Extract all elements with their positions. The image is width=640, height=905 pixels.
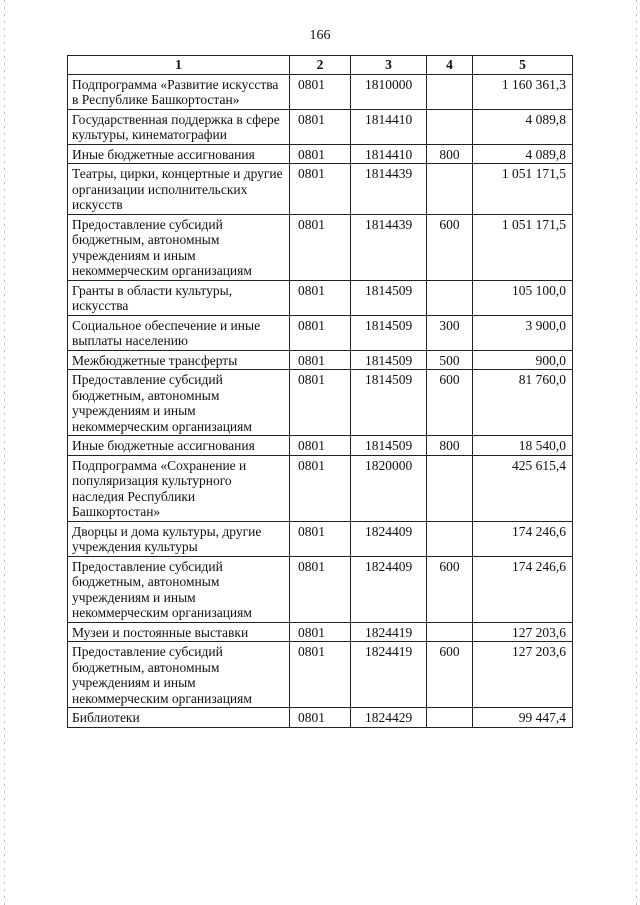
row-name-cell: Библиотеки bbox=[68, 708, 290, 728]
row-expense-type-cell: 600 bbox=[427, 642, 473, 708]
row-name-cell: Предоставление субсидий бюджетным, автономным учреждениям и иным некоммерческим организациям bbox=[68, 214, 290, 280]
row-expense-type-cell bbox=[427, 521, 473, 556]
row-amount-cell: 1 051 171,5 bbox=[473, 214, 573, 280]
row-target-code-cell: 1810000 bbox=[351, 74, 427, 109]
column-header-5: 5 bbox=[473, 56, 573, 75]
row-amount-cell: 18 540,0 bbox=[473, 436, 573, 456]
row-target-code-cell: 1814439 bbox=[351, 214, 427, 280]
row-section-code-cell: 0801 bbox=[290, 455, 351, 521]
row-section-code-cell: 0801 bbox=[290, 164, 351, 215]
budget-table bbox=[67, 55, 573, 728]
row-target-code-cell: 1820000 bbox=[351, 455, 427, 521]
row-name-cell: Театры, цирки, концертные и другие организации исполнительских искусств bbox=[68, 164, 290, 215]
row-amount-cell: 127 203,6 bbox=[473, 642, 573, 708]
row-target-code-cell: 1814410 bbox=[351, 109, 427, 144]
row-expense-type-cell: 300 bbox=[427, 315, 473, 350]
row-expense-type-cell bbox=[427, 280, 473, 315]
row-section-code-cell: 0801 bbox=[290, 370, 351, 436]
row-amount-cell: 900,0 bbox=[473, 350, 573, 370]
table-row bbox=[68, 455, 573, 521]
row-expense-type-cell: 500 bbox=[427, 350, 473, 370]
row-amount-cell: 81 760,0 bbox=[473, 370, 573, 436]
row-name-cell: Подпрограмма «Развитие искусства в Республике Башкортостан» bbox=[68, 74, 290, 109]
row-amount-cell: 174 246,6 bbox=[473, 556, 573, 622]
row-target-code-cell: 1824429 bbox=[351, 708, 427, 728]
row-expense-type-cell bbox=[427, 109, 473, 144]
row-amount-cell: 174 246,6 bbox=[473, 521, 573, 556]
row-amount-cell: 1 051 171,5 bbox=[473, 164, 573, 215]
row-target-code-cell: 1814509 bbox=[351, 315, 427, 350]
row-expense-type-cell: 600 bbox=[427, 556, 473, 622]
row-target-code-cell: 1814509 bbox=[351, 350, 427, 370]
row-name-cell: Иные бюджетные ассигнования bbox=[68, 144, 290, 164]
table-row bbox=[68, 436, 573, 456]
row-section-code-cell: 0801 bbox=[290, 144, 351, 164]
row-amount-cell: 4 089,8 bbox=[473, 144, 573, 164]
table-row bbox=[68, 164, 573, 215]
row-expense-type-cell: 800 bbox=[427, 144, 473, 164]
table-body bbox=[68, 74, 573, 727]
table-row bbox=[68, 350, 573, 370]
row-target-code-cell: 1824419 bbox=[351, 622, 427, 642]
row-amount-cell: 3 900,0 bbox=[473, 315, 573, 350]
row-target-code-cell: 1814509 bbox=[351, 280, 427, 315]
row-expense-type-cell bbox=[427, 164, 473, 215]
row-target-code-cell: 1814509 bbox=[351, 370, 427, 436]
row-expense-type-cell: 800 bbox=[427, 436, 473, 456]
row-target-code-cell: 1824409 bbox=[351, 556, 427, 622]
row-target-code-cell: 1824409 bbox=[351, 521, 427, 556]
row-section-code-cell: 0801 bbox=[290, 74, 351, 109]
row-expense-type-cell bbox=[427, 74, 473, 109]
row-section-code-cell: 0801 bbox=[290, 521, 351, 556]
row-expense-type-cell bbox=[427, 622, 473, 642]
table-row bbox=[68, 280, 573, 315]
table-row bbox=[68, 556, 573, 622]
row-name-cell: Дворцы и дома культуры, другие учреждения культуры bbox=[68, 521, 290, 556]
row-amount-cell: 1 160 361,3 bbox=[473, 74, 573, 109]
column-header-1: 1 bbox=[68, 56, 290, 75]
table-row bbox=[68, 74, 573, 109]
scan-edge-right bbox=[636, 0, 637, 905]
row-section-code-cell: 0801 bbox=[290, 109, 351, 144]
table-row bbox=[68, 109, 573, 144]
row-amount-cell: 425 615,4 bbox=[473, 455, 573, 521]
table-row bbox=[68, 521, 573, 556]
row-target-code-cell: 1814509 bbox=[351, 436, 427, 456]
table-row bbox=[68, 642, 573, 708]
row-name-cell: Государственная поддержка в сфере культуры, кинематографии bbox=[68, 109, 290, 144]
row-amount-cell: 127 203,6 bbox=[473, 622, 573, 642]
table-row bbox=[68, 622, 573, 642]
row-amount-cell: 4 089,8 bbox=[473, 109, 573, 144]
row-expense-type-cell: 600 bbox=[427, 370, 473, 436]
table-row bbox=[68, 214, 573, 280]
row-name-cell: Предоставление субсидий бюджетным, автономным учреждениям и иным некоммерческим организациям bbox=[68, 642, 290, 708]
row-name-cell: Предоставление субсидий бюджетным, автономным учреждениям и иным некоммерческим организациям bbox=[68, 370, 290, 436]
row-name-cell: Предоставление субсидий бюджетным, автономным учреждениям и иным некоммерческим организациям bbox=[68, 556, 290, 622]
row-expense-type-cell: 600 bbox=[427, 214, 473, 280]
row-section-code-cell: 0801 bbox=[290, 436, 351, 456]
table-row bbox=[68, 315, 573, 350]
row-target-code-cell: 1814410 bbox=[351, 144, 427, 164]
table-row bbox=[68, 144, 573, 164]
page-number: 166 bbox=[309, 28, 331, 43]
row-amount-cell: 99 447,4 bbox=[473, 708, 573, 728]
row-section-code-cell: 0801 bbox=[290, 708, 351, 728]
column-header-2: 2 bbox=[290, 56, 351, 75]
row-section-code-cell: 0801 bbox=[290, 315, 351, 350]
table-header-row bbox=[68, 56, 573, 75]
row-section-code-cell: 0801 bbox=[290, 280, 351, 315]
row-expense-type-cell bbox=[427, 708, 473, 728]
row-amount-cell: 105 100,0 bbox=[473, 280, 573, 315]
column-header-4: 4 bbox=[427, 56, 473, 75]
scan-edge-left bbox=[4, 0, 5, 905]
row-section-code-cell: 0801 bbox=[290, 622, 351, 642]
row-section-code-cell: 0801 bbox=[290, 642, 351, 708]
table-row bbox=[68, 370, 573, 436]
column-header-3: 3 bbox=[351, 56, 427, 75]
row-section-code-cell: 0801 bbox=[290, 350, 351, 370]
row-name-cell: Иные бюджетные ассигнования bbox=[68, 436, 290, 456]
row-name-cell: Межбюджетные трансферты bbox=[68, 350, 290, 370]
row-expense-type-cell bbox=[427, 455, 473, 521]
row-target-code-cell: 1824419 bbox=[351, 642, 427, 708]
row-section-code-cell: 0801 bbox=[290, 556, 351, 622]
row-name-cell: Гранты в области культуры, искусства bbox=[68, 280, 290, 315]
row-name-cell: Музеи и постоянные выставки bbox=[68, 622, 290, 642]
row-name-cell: Социальное обеспечение и иные выплаты населению bbox=[68, 315, 290, 350]
row-name-cell: Подпрограмма «Сохранение и популяризация культурного наследия Республики Башкортостан» bbox=[68, 455, 290, 521]
row-target-code-cell: 1814439 bbox=[351, 164, 427, 215]
table-row bbox=[68, 708, 573, 728]
row-section-code-cell: 0801 bbox=[290, 214, 351, 280]
